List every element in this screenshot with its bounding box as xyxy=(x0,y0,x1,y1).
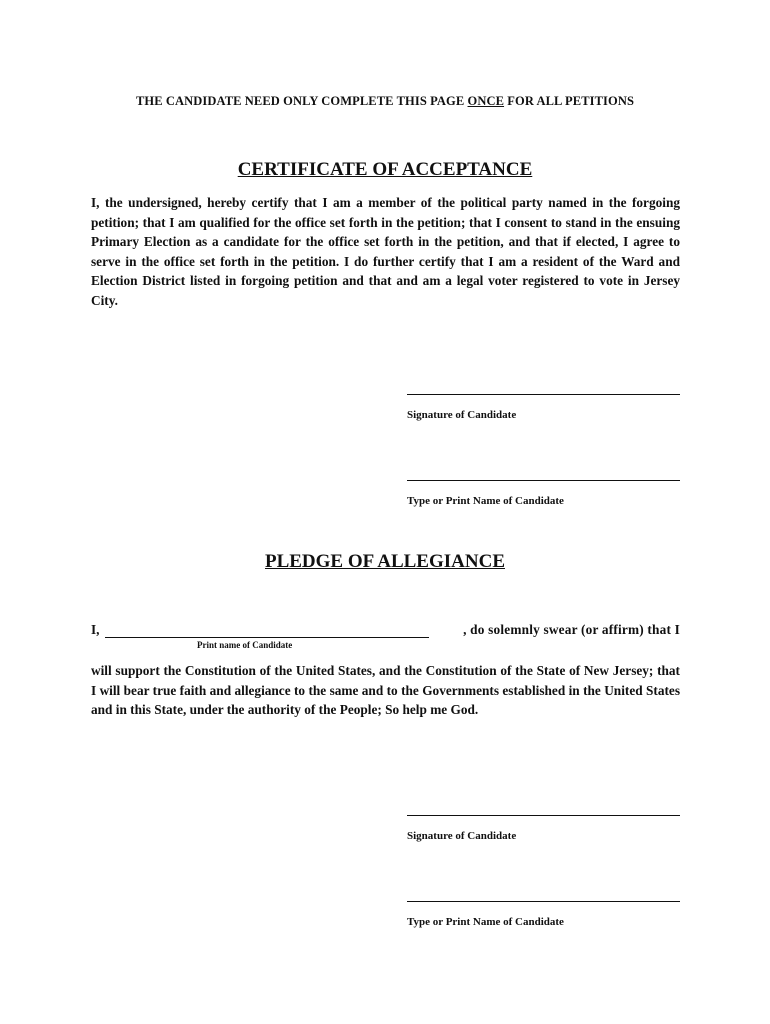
certificate-body: I, the undersigned, hereby certify that I am a member of the political party named in the forgoing petition; that I am qualified for the office set forth in the petition; that I consent to stand in the ensuing Primary Election as a candidate for the office set forth in the petition, and that if elected, I agree to serve in the office set forth in the petition. I do further certify that I am a resident of the Ward and Election District listed in forgoing petition and that and am a legal voter registered to vote in Jersey City. xyxy=(91,195,680,308)
certificate-name-label: Type or Print Name of Candidate xyxy=(407,495,564,507)
instruction-note-emphasis: ONCE xyxy=(467,94,505,108)
pledge-print-name-caption: Print name of Candidate xyxy=(197,640,293,650)
pledge-swear-text xyxy=(463,622,680,638)
instruction-note-start: THE CANDIDATE NEED ONLY COMPLETE THIS PAGE xyxy=(135,94,468,108)
pledge-oath-line xyxy=(91,622,680,644)
pledge-opening: I, xyxy=(91,622,100,637)
pledge-name-line[interactable] xyxy=(407,901,680,902)
pledge-name-label: Type or Print Name of Candidate xyxy=(407,916,564,928)
instruction-note xyxy=(0,94,770,109)
pledge-title: PLEDGE OF ALLEGIANCE xyxy=(264,551,505,572)
pledge-print-name-blank[interactable] xyxy=(105,637,429,638)
pledge-signature-label: Signature of Candidate xyxy=(407,830,517,842)
certificate-signature-line[interactable] xyxy=(407,394,680,395)
instruction-note-end: FOR ALL PETITIONS xyxy=(504,94,635,108)
certificate-title: CERTIFICATE OF ACCEPTANCE xyxy=(237,159,533,180)
certificate-signature-label: Signature of Candidate xyxy=(407,409,517,421)
certificate-name-line[interactable] xyxy=(407,480,680,481)
pledge-swear-text-value: , do solemnly swear (or affirm) that I xyxy=(463,622,680,637)
pledge-body: will support the Constitution of the United States, and the Constitution of the State of New Jersey; that I will bear true faith and allegiance to the same and to the Governments established in the United States and in this State, under the authority of the People; So help me God. xyxy=(91,663,680,718)
pledge-signature-line[interactable] xyxy=(407,815,680,816)
